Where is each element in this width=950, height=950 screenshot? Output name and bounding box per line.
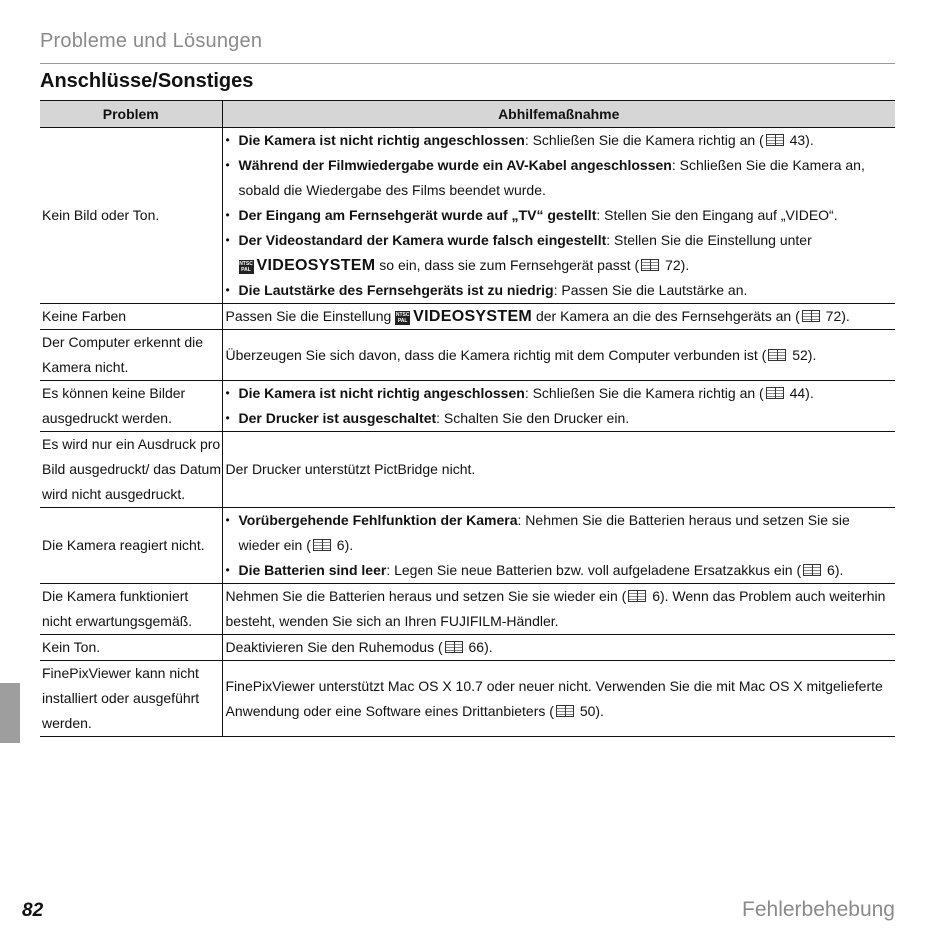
- remedy-cell: [222, 508, 895, 584]
- bullet-text: : Stellen Sie den Eingang auf „VIDEO“.: [596, 207, 838, 223]
- setting-name: VIDEOSYSTEM: [256, 257, 376, 274]
- book-reference-icon: [768, 349, 786, 361]
- remedy-cell: [222, 635, 895, 661]
- bullet-cause: Die Batterien sind leer: [238, 562, 387, 578]
- remedy-text: der Kamera an die des Fernsehgeräts an (: [532, 308, 800, 324]
- page-ref: 50: [579, 702, 596, 719]
- remedy-bullet: [226, 406, 894, 431]
- pal-label: PAL: [241, 267, 251, 273]
- remedy-text-end: ).: [484, 639, 493, 655]
- problem-cell: Kein Ton.: [40, 635, 222, 661]
- bullet-cause: Die Lautstärke des Fernsehgeräts ist zu niedrig: [238, 282, 554, 298]
- bullet-cause: Die Kamera ist nicht richtig angeschlossen: [238, 132, 525, 148]
- bullet-cause: Vorübergehende Fehlfunktion der Kamera: [238, 512, 518, 528]
- remedy-cell: Der Drucker unterstützt PictBridge nicht.: [222, 432, 895, 508]
- table-row: [40, 661, 895, 737]
- troubleshooting-table: [40, 100, 895, 737]
- remedy-bullet: [226, 228, 894, 278]
- bullet-text-end: ).: [680, 257, 690, 273]
- book-reference-icon: [313, 539, 331, 551]
- book-reference-icon: [766, 134, 784, 146]
- remedy-cell: [222, 661, 895, 737]
- book-reference-icon: [766, 387, 784, 399]
- pal-label: PAL: [397, 318, 408, 324]
- column-header-remedy: Abhilfemaßnahme: [222, 101, 895, 128]
- bullet-cause: Der Videostandard der Kamera wurde falsch eingestellt: [238, 232, 607, 248]
- table-row: [40, 508, 895, 584]
- problem-cell: Keine Farben: [40, 304, 222, 330]
- bullet-cause: Der Drucker ist ausgeschaltet: [238, 410, 437, 426]
- remedy-bullet: [226, 381, 894, 406]
- page-ref: 72: [825, 308, 842, 324]
- bullet-text-end: ).: [805, 385, 814, 401]
- bullet-text-end: ).: [344, 537, 354, 553]
- section-title: Anschlüsse/Sonstiges: [40, 70, 254, 92]
- table-row: [40, 381, 895, 432]
- remedy-cell: [222, 330, 895, 381]
- remedy-text: Nehmen Sie die Batterien heraus und setzen Sie sie wieder ein (: [225, 588, 627, 604]
- bullet-text: : Legen Sie neue Batterien bzw. voll aufgeladene Ersatzakkus ein (: [386, 562, 802, 578]
- header-divider: [40, 63, 895, 64]
- page-ref: 66: [468, 639, 485, 655]
- remedy-bullet: [226, 203, 894, 228]
- remedy-bullet: [226, 558, 894, 583]
- remedy-cell: [222, 381, 895, 432]
- table-row: [40, 128, 895, 304]
- remedy-bullet: [226, 128, 894, 153]
- remedy-text-end: ).: [807, 346, 817, 363]
- remedy-cell: [222, 128, 895, 304]
- bullet-text: : Stellen Sie die Einstellung unter: [606, 232, 812, 248]
- book-reference-icon: [445, 641, 463, 653]
- problem-cell: Es wird nur ein Ausdruck pro Bild ausgedruckt/ das Datum wird nicht ausgedruckt.: [40, 432, 222, 508]
- remedy-text: FinePixViewer unterstützt Mac OS X 10.7 oder neuer nicht. Verwenden Sie die mit Mac OS X mitgelieferte Anwendung oder eine Software eines Drittanbieters (: [225, 677, 883, 719]
- remedy-text-end: ).: [595, 702, 604, 719]
- table-row: [40, 304, 895, 330]
- remedy-text: Passen Sie die Einstellung: [225, 308, 396, 324]
- bullet-cause: Die Kamera ist nicht richtig angeschlossen: [238, 385, 525, 401]
- page-ref: 72: [665, 257, 681, 273]
- chapter-side-tab: [0, 683, 20, 743]
- ntsc-pal-icon: [239, 260, 254, 274]
- page-header-title: Probleme und Lösungen: [40, 30, 263, 52]
- problem-cell: Es können keine Bilder ausgedruckt werden.: [40, 381, 222, 432]
- bullet-text: : Schalten Sie den Drucker ein.: [436, 410, 630, 426]
- page-ref: 6: [652, 588, 660, 604]
- ntsc-label: NTSC: [239, 261, 253, 267]
- page-ref: 52: [792, 346, 808, 363]
- table-row: [40, 635, 895, 661]
- remedy-text-end: ). Wenn das Problem auch weiterhin besteht, wenden Sie sich an Ihren FUJIFILM-Händler.: [225, 588, 886, 629]
- bullet-text: : Schließen Sie die Kamera richtig an (: [524, 385, 764, 401]
- book-reference-icon: [803, 564, 821, 576]
- table-row: [40, 432, 895, 508]
- table-row: [40, 330, 895, 381]
- table-header-row: [40, 101, 895, 128]
- page-ref: 6: [336, 537, 345, 553]
- bullet-cause: Während der Filmwiedergabe wurde ein AV-Kabel angeschlossen: [238, 157, 672, 173]
- bullet-text-end: ).: [805, 132, 814, 148]
- bullet-text: : Schließen Sie die Kamera richtig an (: [524, 132, 764, 148]
- remedy-text-end: ).: [841, 308, 850, 324]
- setting-name: VIDEOSYSTEM: [413, 308, 533, 325]
- ntsc-label: NTSC: [395, 312, 410, 318]
- problem-cell: FinePixViewer kann nicht installiert oder ausgeführt werden.: [40, 661, 222, 737]
- page-number: 82: [22, 900, 44, 921]
- problem-cell: Der Computer erkennt die Kamera nicht.: [40, 330, 222, 381]
- bullet-text-end: ).: [834, 562, 844, 578]
- footer-chapter-title: Fehlerbehebung: [742, 898, 895, 921]
- book-reference-icon: [556, 705, 574, 717]
- remedy-text: Deaktivieren Sie den Ruhemodus (: [225, 639, 443, 655]
- column-header-problem: Problem: [40, 101, 222, 128]
- bullet-text: : Nehmen Sie die Batterien heraus und setzen Sie sie wieder ein (: [238, 512, 850, 553]
- problem-cell: Die Kamera reagiert nicht.: [40, 508, 222, 584]
- remedy-bullet: [226, 508, 894, 558]
- page-ref: 44: [789, 385, 806, 401]
- page-ref: 6: [827, 562, 835, 578]
- ntsc-pal-icon: [395, 311, 410, 325]
- remedy-bullet: [226, 153, 894, 203]
- table-row: [40, 584, 895, 635]
- problem-cell: Kein Bild oder Ton.: [40, 128, 222, 304]
- book-reference-icon: [641, 259, 659, 271]
- bullet-text: : Passen Sie die Lautstärke an.: [553, 282, 748, 298]
- book-reference-icon: [628, 590, 646, 602]
- page-ref: 43: [789, 132, 806, 148]
- remedy-cell: [222, 304, 895, 330]
- book-reference-icon: [802, 310, 820, 322]
- bullet-cause: Der Eingang am Fernsehgerät wurde auf „TV“ gestellt: [238, 207, 597, 223]
- remedy-text: Überzeugen Sie sich davon, dass die Kamera richtig mit dem Computer verbunden ist (: [225, 346, 767, 363]
- remedy-bullet: [226, 278, 894, 303]
- remedy-cell: [222, 584, 895, 635]
- bullet-text: so ein, dass sie zum Fernsehgerät passt (: [375, 257, 640, 273]
- bullet-text: : Schließen Sie die Kamera an, sobald die Wiedergabe des Films beendet wurde.: [238, 157, 865, 198]
- problem-cell: Die Kamera funktioniert nicht erwartungsgemäß.: [40, 584, 222, 635]
